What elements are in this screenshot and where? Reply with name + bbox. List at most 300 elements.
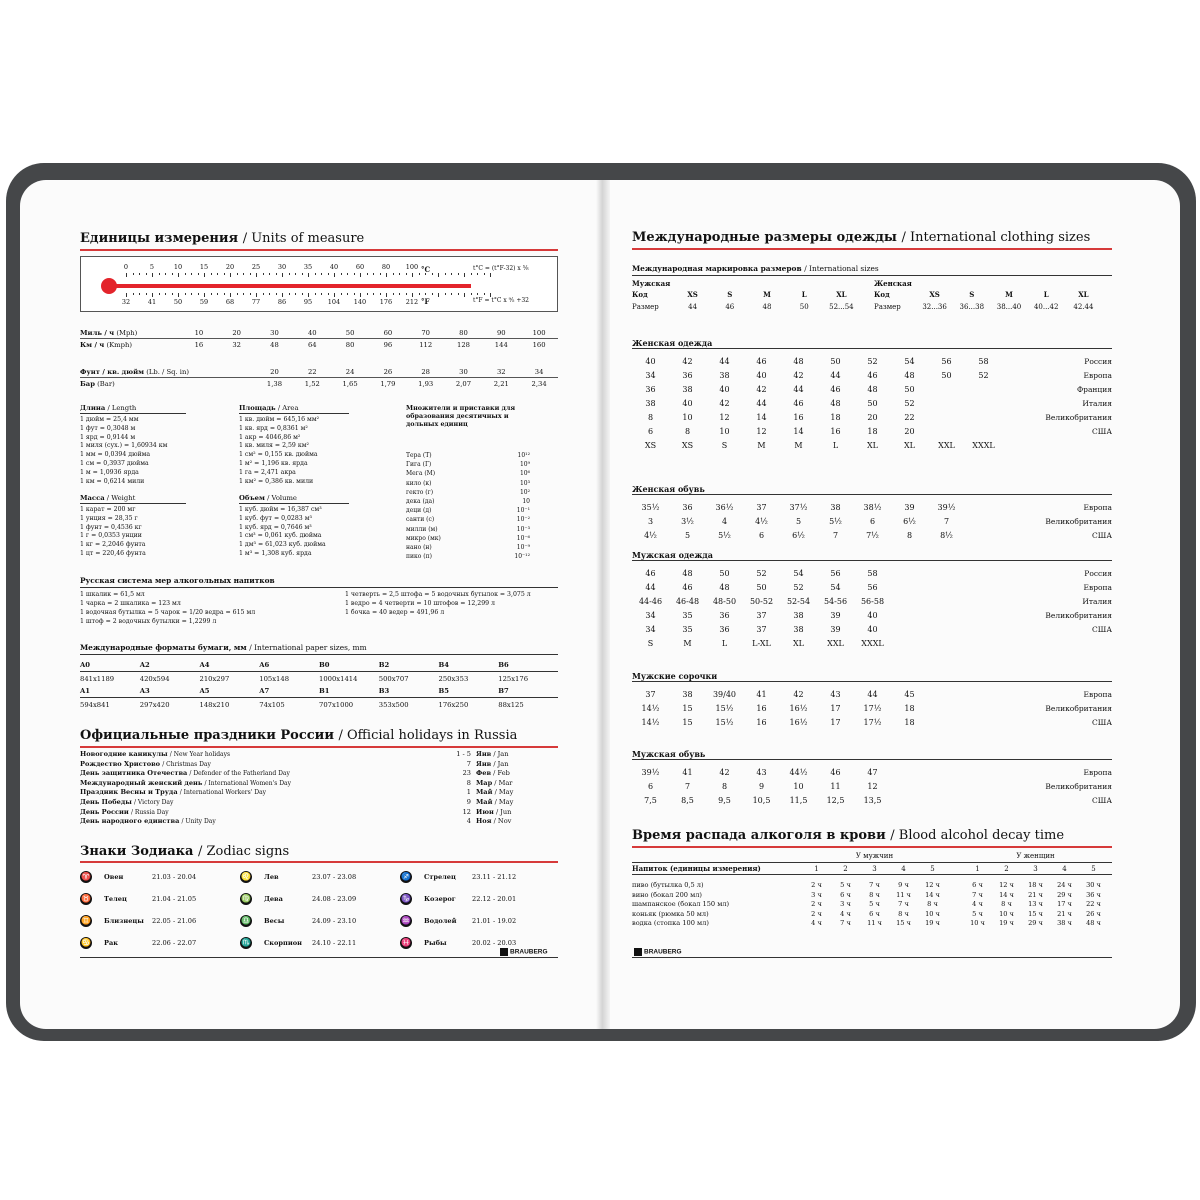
alcohol-men-time: 7 ч bbox=[898, 900, 909, 908]
size-cell: 6½ bbox=[903, 516, 916, 526]
paper-cell: 297x420 bbox=[139, 700, 170, 709]
size-cell: 40 bbox=[756, 370, 767, 380]
brand-mark-icon bbox=[500, 948, 508, 956]
alcohol-table bbox=[632, 852, 1112, 929]
size-cell: 42 bbox=[682, 356, 693, 366]
celsius-tick-mark bbox=[308, 273, 309, 277]
conversion-label-en: (Kmph) bbox=[106, 341, 133, 349]
conversion-label bbox=[80, 380, 180, 388]
size-cell: 7½ bbox=[866, 530, 879, 540]
size-cell: 14½ bbox=[641, 717, 660, 727]
paper-cell: A6 bbox=[259, 661, 270, 669]
holidays-list bbox=[80, 750, 526, 827]
formula-f: t°F = t°C x ⁹⁄₅ +32 bbox=[473, 297, 529, 304]
size-cell: XS bbox=[644, 440, 657, 450]
holiday-month-ru: Фев bbox=[476, 769, 492, 778]
intl-code: XL bbox=[1078, 290, 1089, 299]
size-cell: 58 bbox=[978, 356, 989, 366]
zodiac-title bbox=[80, 844, 289, 859]
alcohol-men-time: 19 ч bbox=[925, 919, 940, 927]
conversion-line: 1 км² = 0,386 кв. мили bbox=[239, 477, 314, 485]
alcohol-women-time: 17 ч bbox=[1057, 900, 1072, 908]
alcohol-women-time: 19 ч bbox=[999, 919, 1014, 927]
size-cell: 46 bbox=[830, 384, 841, 394]
intl-size-label: Размер bbox=[632, 303, 659, 311]
celsius-tick-label: 5 bbox=[149, 263, 155, 271]
celsius-tick-mark bbox=[250, 273, 251, 275]
size-cell: 44 bbox=[793, 384, 804, 394]
size-country: США bbox=[1092, 717, 1112, 727]
intl-size: 50 bbox=[799, 303, 809, 311]
conversion-block-title-ru: Площадь bbox=[239, 404, 276, 412]
fahrenheit-tick-mark bbox=[126, 293, 127, 297]
size-cell: 43 bbox=[756, 767, 767, 777]
celsius-tick-mark bbox=[133, 273, 134, 275]
size-cell: 48 bbox=[904, 370, 915, 380]
holiday-date: 4 bbox=[466, 817, 471, 826]
fahrenheit-tick-mark bbox=[458, 293, 459, 295]
intl-sizes-table bbox=[632, 279, 1112, 319]
size-cell: 15½ bbox=[715, 717, 734, 727]
conversion-value: 1,65 bbox=[342, 380, 358, 388]
fahrenheit-tick-mark bbox=[393, 293, 394, 295]
size-section bbox=[632, 671, 1112, 729]
size-section-grid bbox=[632, 687, 1112, 729]
celsius-tick-mark bbox=[243, 273, 244, 275]
fahrenheit-tick-label: 41 bbox=[147, 298, 157, 306]
fahrenheit-tick-mark bbox=[419, 293, 420, 295]
conversion-value: 80 bbox=[345, 341, 355, 349]
size-cell: 56 bbox=[867, 582, 878, 592]
zodiac-cell bbox=[240, 888, 400, 910]
intl-size: 46 bbox=[725, 303, 735, 311]
fahrenheit-tick-label: 104 bbox=[327, 298, 341, 306]
alcohol-women-time: 24 ч bbox=[1057, 881, 1072, 889]
zodiac-name: Скорпион bbox=[264, 939, 302, 947]
zodiac-Овен-icon: ♈ bbox=[81, 872, 91, 881]
size-cell: 38 bbox=[682, 384, 693, 394]
alcohol-women-time: 22 ч bbox=[1086, 900, 1101, 908]
size-cell: 9 bbox=[758, 781, 765, 791]
paper-cell: 125x176 bbox=[498, 674, 529, 683]
alcohol-measure-line: 1 штоф = 2 водочных бутылки = 1,2299 л bbox=[80, 618, 217, 625]
mass-block bbox=[80, 494, 186, 559]
fahrenheit-tick-mark bbox=[178, 293, 179, 297]
celsius-tick-mark bbox=[354, 273, 355, 275]
alcohol-women-time: 36 ч bbox=[1086, 890, 1101, 899]
fahrenheit-tick-mark bbox=[399, 293, 400, 295]
size-cell: 10 bbox=[793, 781, 804, 791]
russian-alcohol-title: Русская система мер алкогольных напитков bbox=[80, 576, 275, 585]
paper-table bbox=[80, 659, 558, 711]
holiday-month-ru: Янв bbox=[476, 750, 492, 758]
conversion-value: 16 bbox=[194, 341, 204, 349]
conversion-value: 10 bbox=[194, 328, 204, 337]
intl-code-row bbox=[874, 288, 1102, 301]
zodiac-cell bbox=[240, 910, 400, 932]
conversion-label-en: (Mph) bbox=[116, 328, 138, 337]
conversion-block-title bbox=[80, 404, 186, 414]
size-cell: 44 bbox=[867, 689, 878, 699]
conversion-line: 1 га = 2,471 акра bbox=[239, 468, 296, 476]
fahrenheit-tick-mark bbox=[334, 293, 335, 297]
celsius-tick-mark bbox=[380, 273, 381, 275]
russian-alcohol-right bbox=[345, 590, 531, 617]
size-country: Европа bbox=[1083, 582, 1112, 592]
intl-size: 32...36 bbox=[922, 303, 947, 311]
conversion-value: 100 bbox=[532, 328, 546, 337]
holiday-row bbox=[80, 760, 526, 770]
size-cell: 42 bbox=[793, 689, 804, 699]
size-cell: 6 bbox=[869, 516, 876, 526]
alcohol-num: 4 bbox=[1062, 864, 1067, 873]
celsius-tick-mark bbox=[490, 273, 491, 277]
holiday-name-ru: День Победы bbox=[80, 797, 132, 806]
size-cell: 52-54 bbox=[786, 596, 811, 606]
size-country: Россия bbox=[1084, 356, 1112, 366]
spacer-cell bbox=[947, 919, 963, 929]
spacer-cell bbox=[947, 900, 963, 910]
prefix-row bbox=[406, 506, 530, 515]
fahrenheit-tick-mark bbox=[243, 293, 244, 295]
fahrenheit-tick-mark bbox=[282, 293, 283, 297]
formula-c: t°C = (t°F-32) x ⅝ bbox=[473, 265, 529, 272]
size-cell: 4½ bbox=[755, 516, 768, 526]
holiday-month-en: / Feb bbox=[493, 769, 510, 778]
size-cell: 8 bbox=[684, 426, 691, 436]
size-cell: 5 bbox=[684, 530, 691, 540]
size-cell: 7,5 bbox=[644, 795, 657, 805]
conversion-value: 30 bbox=[270, 328, 279, 337]
intl-code: S bbox=[727, 290, 733, 299]
fahrenheit-tick-mark bbox=[191, 293, 192, 295]
fahrenheit-tick-label: 68 bbox=[225, 298, 235, 306]
size-cell: 37 bbox=[756, 610, 767, 620]
holiday-name-en: / Russia Day bbox=[130, 808, 169, 816]
size-cell: 52 bbox=[978, 370, 989, 380]
zodiac-cell bbox=[240, 866, 400, 888]
celsius-tick-label: 20 bbox=[225, 263, 235, 271]
fahrenheit-tick-mark bbox=[204, 293, 205, 297]
spacer-cell bbox=[947, 852, 963, 862]
holiday-name-en: / International Women's Day bbox=[204, 779, 291, 787]
fahrenheit-tick-mark bbox=[367, 293, 368, 295]
fahrenheit-tick-mark bbox=[451, 293, 452, 295]
size-cell: 7 bbox=[832, 530, 839, 540]
paper-cell: A0 bbox=[80, 661, 91, 669]
conversion-line: 1 см² = 0,155 кв. дюйма bbox=[239, 451, 318, 459]
zodiac-dates: 23.11 - 21.12 bbox=[472, 873, 517, 881]
size-section bbox=[632, 550, 1112, 650]
holiday-name bbox=[80, 769, 436, 779]
intl-code-label: Код bbox=[874, 290, 890, 299]
zodiac-Рыбы-icon: ♓ bbox=[401, 938, 411, 947]
conversion-line: 1 фунт = 0,4536 кг bbox=[80, 523, 142, 531]
zodiac-dates: 22.12 - 20.01 bbox=[472, 895, 517, 903]
size-cell: 4 bbox=[721, 516, 728, 526]
fahrenheit-tick-mark bbox=[412, 293, 413, 297]
intl-gender-label: Мужская bbox=[632, 279, 671, 288]
size-cell: 14 bbox=[756, 412, 767, 422]
alcohol-women-label: У женщин bbox=[1016, 852, 1055, 860]
holiday-name-en: / Christmas Day bbox=[162, 760, 211, 768]
size-cell: XXL bbox=[938, 440, 955, 450]
paper-cell: 707x1000 bbox=[319, 700, 354, 709]
size-cell: 6½ bbox=[792, 530, 805, 540]
paper-cell: 420x594 bbox=[139, 674, 170, 683]
zodiac-dates: 20.02 - 20.03 bbox=[472, 939, 517, 947]
size-cell: 8 bbox=[721, 781, 728, 791]
zodiac-name: Рыбы bbox=[424, 939, 447, 947]
size-cell: 7 bbox=[943, 516, 950, 526]
size-cell: 11,5 bbox=[789, 795, 808, 805]
size-cell: 48 bbox=[682, 568, 693, 578]
page-gutter bbox=[596, 180, 610, 1029]
holiday-name-ru: День России bbox=[80, 807, 129, 816]
alcohol-women-time: 38 ч bbox=[1057, 919, 1072, 927]
prefix-row bbox=[406, 515, 530, 524]
zodiac-dates: 22.05 - 21.06 bbox=[152, 917, 197, 925]
size-cell: 48 bbox=[830, 398, 841, 408]
prefix-name: Гига (Г) bbox=[406, 461, 432, 469]
size-cell: 16½ bbox=[789, 717, 808, 727]
celsius-tick-mark bbox=[211, 273, 212, 275]
fahrenheit-tick-mark bbox=[256, 293, 257, 297]
size-cell: 44 bbox=[830, 370, 841, 380]
size-cell: 18 bbox=[830, 412, 841, 422]
size-cell: 45 bbox=[904, 689, 915, 699]
brand-text-right: BRAUBERG bbox=[644, 948, 682, 956]
conversion-label bbox=[80, 367, 190, 376]
paper-cell: 841x1189 bbox=[80, 674, 115, 683]
fahrenheit-tick-mark bbox=[328, 293, 329, 295]
holiday-name bbox=[80, 808, 436, 818]
conversion-value: 2,21 bbox=[493, 380, 509, 388]
size-cell: 5 bbox=[795, 516, 802, 526]
fahrenheit-tick-mark bbox=[172, 293, 173, 295]
fahrenheit-tick-mark bbox=[477, 293, 478, 295]
conversion-value: 2,34 bbox=[531, 380, 547, 388]
celsius-tick-mark bbox=[178, 273, 179, 277]
celsius-tick-mark bbox=[204, 273, 205, 277]
conversion-line: 1 цт = 220,46 фунта bbox=[80, 549, 146, 557]
size-cell: 38 bbox=[719, 370, 730, 380]
size-country: США bbox=[1092, 530, 1112, 540]
fahrenheit-tick-mark bbox=[211, 293, 212, 295]
fahrenheit-unit: °F bbox=[421, 297, 430, 306]
size-cell: S bbox=[721, 440, 728, 450]
alcohol-num: 3 bbox=[872, 864, 877, 873]
alcohol-men-time: 5 ч bbox=[840, 881, 851, 889]
zodiac-cell bbox=[80, 932, 240, 954]
paper-cell: 353x500 bbox=[378, 700, 409, 709]
prefix-row bbox=[406, 525, 530, 534]
size-cell: 38 bbox=[645, 398, 656, 408]
intl-sizes-title bbox=[632, 264, 879, 273]
zodiac-name: Козерог bbox=[424, 895, 456, 903]
fahrenheit-tick-mark bbox=[445, 293, 446, 295]
size-section-title: Мужская обувь bbox=[632, 749, 1112, 760]
paper-cell: 176x250 bbox=[438, 700, 469, 709]
conversion-block-title-en: / Volume bbox=[267, 494, 297, 502]
size-cell: 37 bbox=[756, 624, 767, 634]
conversion-block-title-ru: Масса bbox=[80, 494, 105, 502]
size-cell: 39½ bbox=[937, 502, 956, 512]
celsius-tick-label: 100 bbox=[405, 263, 419, 271]
size-cell: 39/40 bbox=[712, 689, 737, 699]
size-cell: 50 bbox=[830, 356, 841, 366]
fahrenheit-tick-mark bbox=[308, 293, 309, 297]
size-cell: 18 bbox=[867, 426, 878, 436]
size-cell: 36 bbox=[719, 624, 730, 634]
holiday-month bbox=[476, 808, 526, 818]
paper-cell: 500x707 bbox=[378, 674, 409, 683]
holiday-month-en: / Jun bbox=[495, 807, 512, 816]
fahrenheit-tick-mark bbox=[289, 293, 290, 295]
fahrenheit-tick-mark bbox=[146, 293, 147, 295]
holiday-date: 1 bbox=[466, 788, 471, 797]
conversion-block-title bbox=[239, 494, 349, 504]
alcohol-measure-line: 1 водочная бутылка = 5 чарок = 1/20 ведра = 615 мл bbox=[80, 609, 256, 616]
conversion-value: 80 bbox=[459, 328, 468, 337]
size-cell: 20 bbox=[904, 426, 915, 436]
alcohol-rule bbox=[632, 846, 1112, 848]
size-cell: 44 bbox=[756, 398, 767, 408]
size-cell: 35½ bbox=[641, 502, 660, 512]
alcohol-women-time: 12 ч bbox=[999, 881, 1014, 889]
celsius-tick-mark bbox=[373, 273, 374, 275]
size-country: Великобритания bbox=[1045, 610, 1112, 620]
size-country: Италия bbox=[1082, 398, 1112, 408]
paper-cell: B4 bbox=[438, 661, 449, 669]
zodiac-name: Дева bbox=[264, 895, 283, 903]
size-cell: 38 bbox=[793, 624, 804, 634]
alcohol-num: 2 bbox=[1004, 864, 1009, 873]
conversion-value: 96 bbox=[383, 341, 393, 349]
size-cell: 12,5 bbox=[826, 795, 845, 805]
size-cell: 16 bbox=[756, 717, 767, 727]
size-country: Великобритания bbox=[1045, 781, 1112, 791]
size-cell: 38 bbox=[830, 502, 841, 512]
thermometer-box bbox=[80, 256, 558, 312]
zodiac-name: Близнецы bbox=[104, 917, 144, 925]
size-cell: 8,5 bbox=[681, 795, 694, 805]
fahrenheit-tick-mark bbox=[406, 293, 407, 295]
fahrenheit-tick-mark bbox=[432, 293, 433, 295]
prefix-value: 10 bbox=[522, 498, 530, 506]
size-cell: 54 bbox=[793, 568, 804, 578]
size-cell: L bbox=[832, 440, 839, 450]
size-cell: 18 bbox=[904, 703, 915, 713]
intl-sizes-title-ru: Международная маркировка размеров bbox=[632, 264, 802, 273]
zodiac-Водолей-icon: ♒ bbox=[401, 916, 411, 925]
size-cell: 12 bbox=[719, 412, 730, 422]
fahrenheit-tick-label: 77 bbox=[251, 298, 261, 306]
alcohol-women-time: 21 ч bbox=[1057, 909, 1072, 918]
alcohol-men-time: 8 ч bbox=[898, 909, 909, 918]
conversion-block-title bbox=[239, 404, 349, 414]
units-rule bbox=[80, 249, 558, 251]
size-country: Европа bbox=[1083, 689, 1112, 699]
size-cell: 38½ bbox=[863, 502, 882, 512]
paper-cell: A1 bbox=[80, 687, 91, 695]
alcohol-men-time: 8 ч bbox=[927, 900, 938, 908]
conversion-value: 50 bbox=[345, 328, 355, 337]
size-cell: 42 bbox=[756, 384, 767, 394]
holiday-month bbox=[476, 817, 526, 827]
zodiac-cell bbox=[240, 932, 400, 954]
size-cell: 44 bbox=[719, 356, 730, 366]
holiday-row bbox=[80, 817, 526, 827]
intl-gender-label: Женская bbox=[874, 279, 912, 288]
holiday-month bbox=[476, 750, 526, 760]
holiday-name-en: / New Year holidays bbox=[169, 751, 231, 758]
conversion-line: 1 км = 0,6214 мили bbox=[80, 477, 145, 485]
size-cell: 34 bbox=[645, 370, 656, 380]
prefix-value: 10⁻¹² bbox=[514, 553, 530, 561]
alcohol-men-time: 4 ч bbox=[811, 919, 822, 927]
fahrenheit-tick-mark bbox=[237, 293, 238, 295]
celsius-tick-mark bbox=[295, 273, 296, 275]
intl-size-label: Размер bbox=[874, 303, 901, 311]
size-country: Россия bbox=[1084, 568, 1112, 578]
celsius-tick-mark bbox=[139, 273, 140, 275]
size-cell: 56-58 bbox=[860, 596, 885, 606]
size-cell: 7 bbox=[684, 781, 691, 791]
fahrenheit-tick-mark bbox=[302, 293, 303, 295]
zodiac-dates: 21.03 - 20.04 bbox=[152, 873, 197, 881]
size-cell: 48 bbox=[867, 384, 878, 394]
paper-cell: 74x105 bbox=[259, 700, 285, 709]
size-cell: 15½ bbox=[715, 703, 734, 713]
alcohol-row bbox=[632, 881, 1112, 891]
alcohol-row bbox=[632, 919, 1112, 929]
holiday-name-ru: Праздник Весны и Труда bbox=[80, 788, 178, 797]
zodiac-name: Стрелец bbox=[424, 873, 456, 881]
russian-alcohol-left bbox=[80, 590, 255, 626]
alcohol-drink: водка (стопка 100 мл) bbox=[632, 919, 709, 927]
size-cell: 48 bbox=[793, 356, 804, 366]
alcohol-num: 5 bbox=[1091, 864, 1096, 873]
holiday-month-en: / May bbox=[494, 797, 514, 806]
prefix-row bbox=[406, 479, 530, 488]
conversion-line: 1 г = 0,0353 унции bbox=[80, 532, 142, 540]
paper-cell: 148x210 bbox=[199, 700, 230, 709]
zodiac-Скорпион-icon: ♏ bbox=[241, 938, 251, 947]
conversion-label-en: (Bar) bbox=[97, 380, 115, 388]
size-cell: XXXL bbox=[861, 638, 884, 648]
fahrenheit-tick-mark bbox=[354, 293, 355, 295]
alcohol-drink: пиво (бутылка 0,5 л) bbox=[632, 881, 704, 889]
fahrenheit-tick-label: 59 bbox=[199, 298, 209, 306]
intl-code: M bbox=[1005, 290, 1013, 299]
fahrenheit-tick-mark bbox=[386, 293, 387, 297]
holiday-name bbox=[80, 788, 436, 798]
size-cell: 36 bbox=[682, 370, 693, 380]
size-cell: 17 bbox=[830, 703, 841, 713]
size-cell: 13,5 bbox=[863, 795, 882, 805]
fahrenheit-tick-mark bbox=[276, 293, 277, 295]
conversion-value: 64 bbox=[307, 341, 317, 349]
brand-mark-icon bbox=[634, 948, 642, 956]
conversion-line: 1 мм = 0,0394 дюйма bbox=[80, 451, 151, 459]
paper-rule bbox=[80, 654, 558, 655]
size-cell: 16 bbox=[756, 703, 767, 713]
conversion-label bbox=[80, 341, 180, 349]
alcohol-women-time: 6 ч bbox=[972, 881, 983, 889]
intl-size: 36...38 bbox=[959, 303, 985, 311]
prefix-row bbox=[406, 543, 530, 552]
